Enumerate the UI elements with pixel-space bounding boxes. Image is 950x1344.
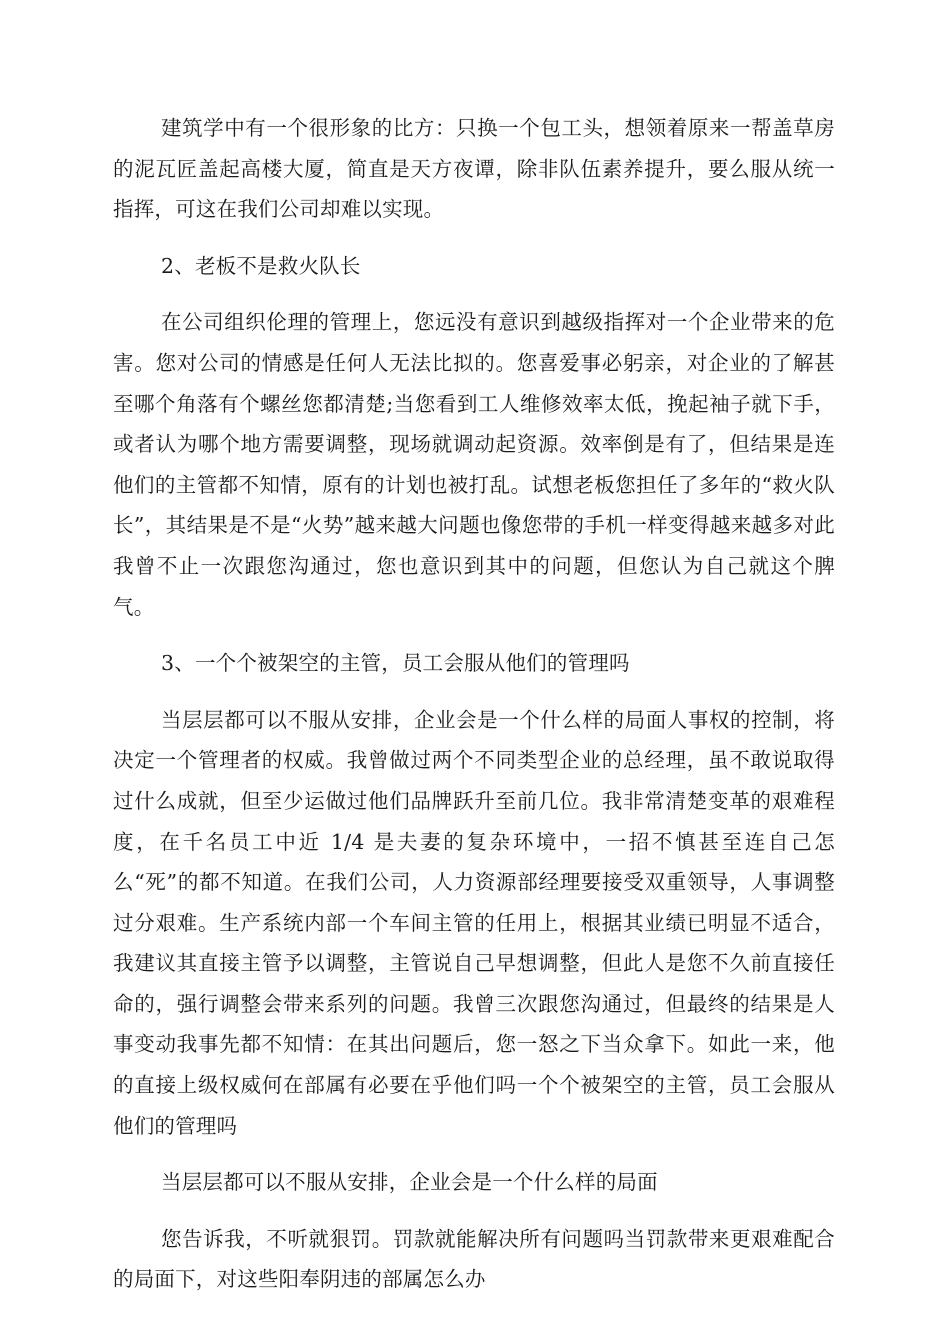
document-page [113,108,835,1316]
paragraph-skip-level-command: 在公司组织伦理的管理上，您远没有意识到越级指挥对一个企业带来的危害。您对公司的情感是任何人无法比拟的。您喜爱事必躬亲，对企业的了解甚至哪个角落有个螺丝您都清楚;当您看到工人维修效率太低，挽起袖子就下手，或者认为哪个地方需要调整，现场就调动起资源。效率倒是有了，但结果是连他们的主管都不知情，原有的计划也被打乱。试想老板您担任了多年的“救火队长”，其结果是不是“火势”越来越大问题也像您带的手机一样变得越来越多对此我曾不止一次跟您沟通过，您也意识到其中的问题，但您认为自己就这个脾气。 [113,310,835,619]
paragraph-disobedience-question: 当层层都可以不服从安排，企业会是一个什么样的局面 [161,1170,658,1195]
paragraph-fines: 您告诉我，不听就狠罚。罚款就能解决所有问题吗当罚款带来更艰难配合的局面下，对这些阳奉阴违的部属怎么办 [113,1226,835,1292]
section-heading-sidelined-supervisors: 3、一个个被架空的主管，员工会服从他们的管理吗 [161,651,630,676]
section-heading-boss-not-firefighter: 2、老板不是救火队长 [161,253,361,278]
paragraph-personnel-authority: 当层层都可以不服从安排，企业会是一个什么样的局面人事权的控制，将决定一个管理者的权威。我曾做过两个不同类型企业的总经理，虽不敢说取得过什么成就，但至少运做过他们品牌跃升至前几位。我非常清楚变革的艰难程度，在千名员工中近 1/4 是夫妻的复杂环境中，一招不慎甚至连自己怎么“死”的都不知道。在我们公司，人力资源部经理要接受双重领导，人事调整过分艰难。生产系统内部一个车间主管的任用上，根据其业绩已明显不适合，我建议其直接主管予以调整，主管说自己早想调整，但此人是您不久前直接任命的，强行调整会带来系列的问题。我曾三次跟您沟通过，但最终的结果是人事变动我事先都不知情：在其出问题后，您一怒之下当众拿下。如此一来，他的直接上级权威何在部属有必要在乎他们吗一个个被架空的主管，员工会服从他们的管理吗 [113,707,835,1138]
paragraph-analogy: 建筑学中有一个很形象的比方：只换一个包工头，想领着原来一帮盖草房的泥瓦匠盖起高楼大厦，简直是天方夜谭，除非队伍素养提升，要么服从统一指挥，可这在我们公司却难以实现。 [113,116,835,222]
